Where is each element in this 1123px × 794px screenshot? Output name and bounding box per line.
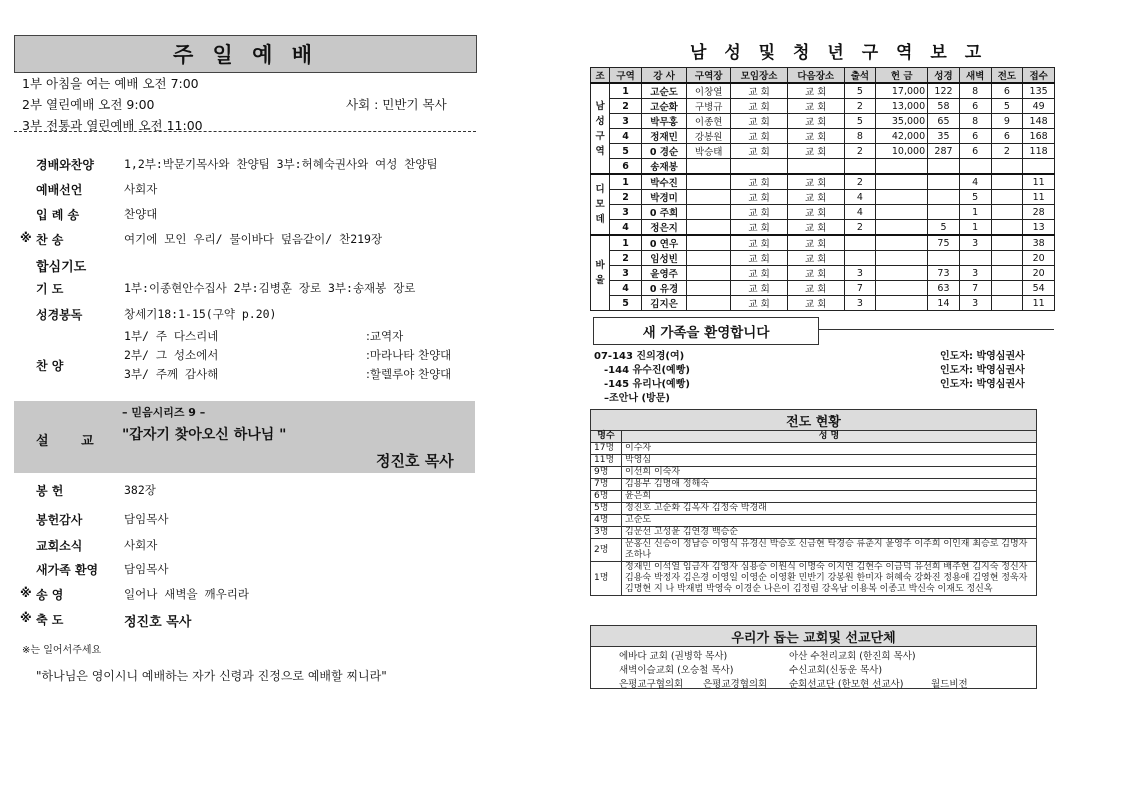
welcome-guide: 인도자: 박영심권사 (940, 351, 1025, 362)
table-cell: 정은지 (641, 220, 686, 236)
welcome-name: -145 유리나(예빵) (604, 379, 690, 390)
praise-song-1: 1부/ 주 다스리네 (124, 329, 219, 343)
group-label (591, 83, 610, 174)
table-cell (991, 220, 1023, 236)
evangelism-count: 2명 (591, 539, 622, 562)
table-cell (928, 205, 960, 220)
table-cell (991, 266, 1023, 281)
sermon-preacher: 정진호 목사 (376, 452, 454, 470)
table-cell: 35,000 (876, 114, 928, 129)
table-cell: 교 회 (787, 144, 844, 159)
table-cell: 4 (610, 220, 642, 236)
table-cell (687, 281, 731, 296)
table-cell: 3 (844, 296, 876, 311)
table-cell: 8 (844, 129, 876, 144)
table-row (591, 235, 1055, 251)
header-cell: 성경 (928, 68, 960, 84)
table-cell: 14 (928, 296, 960, 311)
mission-item: 은평교경협의회 (703, 679, 768, 690)
table-cell: 5 (959, 190, 991, 205)
table-row (591, 479, 1037, 491)
table-row (591, 83, 1055, 99)
welcome-name: –조안나 (방문) (604, 393, 670, 404)
group-label-char: 데 (595, 214, 605, 225)
table-cell (991, 281, 1023, 296)
table-cell: 교 회 (731, 174, 788, 190)
table-cell (876, 251, 928, 266)
evangelism-count: 5명 (591, 503, 622, 515)
table-cell: 교 회 (731, 281, 788, 296)
table-cell: 6 (959, 99, 991, 114)
service-1: 1부 아침을 여는 예배 오전 7:00 (22, 76, 199, 91)
table-cell: 4 (844, 190, 876, 205)
evangelism-count: 7명 (591, 479, 622, 491)
table-cell: 5 (844, 83, 876, 99)
table-cell: 교 회 (731, 296, 788, 311)
table-cell: 고순도 (641, 83, 686, 99)
table-cell: 교 회 (731, 266, 788, 281)
group-label-char: 디 (595, 184, 605, 195)
table-row (591, 281, 1055, 296)
service-3: 3부 전통과 열린예배 오전 11:00 (22, 118, 203, 133)
table-row (591, 190, 1055, 205)
table-cell: 2 (610, 190, 642, 205)
mission-item: 수신교회(신동운 목사) (789, 665, 883, 676)
evangelism-count: 9명 (591, 467, 622, 479)
table-row (591, 159, 1055, 175)
district-report-table (590, 67, 1055, 311)
table-cell: 교 회 (731, 114, 788, 129)
header-cell: 출석 (844, 68, 876, 84)
table-cell: 박무홍 (641, 114, 686, 129)
table-cell: 이종현 (687, 114, 731, 129)
sermon-title: "갑자기 찾아오신 하나님 " (122, 427, 287, 443)
table-cell: 6 (610, 159, 642, 175)
table-cell: 0 주희 (641, 205, 686, 220)
table-cell: 5 (610, 296, 642, 311)
table-cell (876, 235, 928, 251)
table-row (591, 527, 1037, 539)
table-cell: 1 (959, 205, 991, 220)
evangelism-names: 이수자 (622, 443, 1037, 455)
table-cell: 박수진 (641, 174, 686, 190)
header-cell: 다음장소 (787, 68, 844, 84)
table-cell (991, 251, 1023, 266)
table-cell: 송재봉 (641, 159, 686, 175)
service-2: 2부 열린예배 오전 9:00 (22, 97, 155, 112)
evangelism-title: 전도 현황 (590, 409, 1037, 430)
mission-item: 순회선교단 (한모현 선교사) (789, 679, 904, 690)
group-label (591, 174, 610, 235)
table-cell: 교 회 (731, 83, 788, 99)
table-cell: 교 회 (787, 129, 844, 144)
table-cell: 4 (610, 129, 642, 144)
sermon-label: 설 교 (36, 434, 108, 449)
table-cell: 10,000 (876, 144, 928, 159)
table-cell: 287 (928, 144, 960, 159)
header-cell: 구역 (610, 68, 642, 84)
evangelism-count: 6명 (591, 491, 622, 503)
table-cell (876, 174, 928, 190)
table-cell (991, 159, 1023, 175)
table-cell: 35 (928, 129, 960, 144)
table-cell: 박경미 (641, 190, 686, 205)
table-cell: 교 회 (787, 296, 844, 311)
table-cell: 윤영주 (641, 266, 686, 281)
table-cell (687, 266, 731, 281)
table-header (591, 431, 1037, 443)
table-cell: 교 회 (787, 99, 844, 114)
header-cell: 접수 (1023, 68, 1055, 84)
evangelism-count: 1명 (591, 562, 622, 596)
table-cell: 교 회 (731, 99, 788, 114)
header-cell: 명수 (591, 431, 622, 443)
evangelism-count: 3명 (591, 527, 622, 539)
table-cell (876, 159, 928, 175)
welcome-name: 07-143 진의경(여) (594, 351, 685, 362)
header-cell: 새벽 (959, 68, 991, 84)
table-cell (687, 220, 731, 236)
table-cell (731, 159, 788, 175)
table-cell: 교 회 (787, 114, 844, 129)
table-cell (844, 251, 876, 266)
table-cell: 8 (959, 114, 991, 129)
standing-note: ※는 일어서주세요 (22, 645, 102, 656)
evangelism-names: 문홍신 신승이 정남승 이영식 유경신 박승호 신금현 탁경승 류춘지 윤영주 이주희 이인재 최승로 김명자 조하나 (622, 539, 1037, 562)
table-cell: 정재민 (641, 129, 686, 144)
table-cell (787, 159, 844, 175)
table-cell (991, 190, 1023, 205)
table-cell: 교 회 (787, 235, 844, 251)
table-cell: 11 (1023, 174, 1055, 190)
table-cell: 73 (928, 266, 960, 281)
evangelism-names: 김용부 김명애 정해숙 (622, 479, 1037, 491)
evangelism-names: 정진호 고순화 김옥자 김정숙 박경래 (622, 503, 1037, 515)
mission-item: 아산 수천리교회 (한진희 목사) (789, 651, 916, 662)
table-cell (844, 235, 876, 251)
evangelism-names: 박영심 (622, 455, 1037, 467)
divider (14, 131, 476, 132)
welcome-title: 새 가족을 환영합니다 (593, 317, 819, 345)
table-cell (928, 251, 960, 266)
table-cell: 54 (1023, 281, 1055, 296)
praise-by-1: :교역자 (366, 329, 404, 343)
table-cell: 3 (610, 266, 642, 281)
table-cell: 5 (991, 99, 1023, 114)
table-cell (959, 251, 991, 266)
table-cell: 49 (1023, 99, 1055, 114)
table-row (591, 99, 1055, 114)
table-cell: 6 (959, 129, 991, 144)
table-cell: 2 (844, 144, 876, 159)
mission-item: 에바다 교회 (권병학 목사) (619, 651, 728, 662)
table-cell (876, 296, 928, 311)
table-cell: 4 (959, 174, 991, 190)
table-cell: 63 (928, 281, 960, 296)
mission-item: 월드비전 (931, 679, 968, 690)
table-cell: 135 (1023, 83, 1055, 99)
evangelism-count: 4명 (591, 515, 622, 527)
table-cell: 4 (844, 205, 876, 220)
table-cell: 교 회 (787, 251, 844, 266)
worship-title: 주 일 예 배 (14, 35, 477, 73)
table-cell: 박승태 (687, 144, 731, 159)
table-row (591, 144, 1055, 159)
table-cell: 교 회 (787, 190, 844, 205)
missions-title: 우리가 돕는 교회및 선교단체 (590, 625, 1037, 647)
table-row (591, 467, 1037, 479)
evangelism-names: 이선희 이숙자 (622, 467, 1037, 479)
evangelism-names: 정재민 이석열 임금자 김영자 심용승 이원식 이명숙 이지연 김현수 이금덕 유선희 배주현 김지숙 정신자 김용숙 박정자 김은경 이영일 이영순 이영환 민반기 강봉원 한미자 허혜숙 강화진 정용애 김영현 정욱자 김명현 지 나 박재범 박영숙 이경순 나은이 김정림 강옥남 이용복 이종고 박신숙 이재도 정신옥 (622, 562, 1037, 596)
welcome-guide: 인도자: 박영심권사 (940, 365, 1025, 376)
report-title: 남 성 및 청 년 구 역 보 고 (690, 43, 988, 63)
table-cell: 3 (959, 266, 991, 281)
table-cell: 고순화 (641, 99, 686, 114)
table-cell (687, 190, 731, 205)
table-cell: 2 (610, 99, 642, 114)
table-cell: 6 (959, 144, 991, 159)
table-cell: 김지은 (641, 296, 686, 311)
table-row (591, 515, 1037, 527)
table-cell: 2 (991, 144, 1023, 159)
table-cell: 5 (610, 144, 642, 159)
table-cell: 2 (844, 99, 876, 114)
missions-box (590, 646, 1037, 689)
evangelism-count: 11명 (591, 455, 622, 467)
table-cell: 65 (928, 114, 960, 129)
table-cell (928, 159, 960, 175)
table-cell: 2 (844, 220, 876, 236)
table-cell: 2 (844, 174, 876, 190)
table-cell: 구병규 (687, 99, 731, 114)
table-cell: 교 회 (731, 220, 788, 236)
table-cell (687, 205, 731, 220)
table-cell (844, 159, 876, 175)
praise-song-2: 2부/ 그 성소에서 (124, 348, 219, 362)
table-row (591, 503, 1037, 515)
evangelism-names: 고순도 (622, 515, 1037, 527)
table-cell: 교 회 (731, 251, 788, 266)
table-cell: 교 회 (787, 83, 844, 99)
table-cell: 교 회 (731, 144, 788, 159)
table-cell: 20 (1023, 251, 1055, 266)
table-cell: 17,000 (876, 83, 928, 99)
table-cell (991, 174, 1023, 190)
table-row (591, 455, 1037, 467)
table-row (591, 539, 1037, 562)
table-cell: 교 회 (787, 281, 844, 296)
table-cell: 교 회 (787, 266, 844, 281)
table-cell (928, 174, 960, 190)
table-cell: 교 회 (731, 129, 788, 144)
header-cell: 구역장 (687, 68, 731, 84)
table-cell: 3 (959, 235, 991, 251)
table-cell: 20 (1023, 266, 1055, 281)
group-label-char: 역 (595, 145, 605, 157)
table-cell: 이창열 (687, 83, 731, 99)
table-cell (687, 251, 731, 266)
table-cell: 교 회 (731, 205, 788, 220)
table-row (591, 251, 1055, 266)
praise-by-2: :마라나타 찬양대 (366, 348, 452, 362)
table-cell (991, 296, 1023, 311)
table-row (591, 129, 1055, 144)
table-cell: 8 (959, 83, 991, 99)
header-cell: 성 명 (622, 431, 1037, 443)
table-cell: 5 (928, 220, 960, 236)
table-cell: 교 회 (787, 220, 844, 236)
table-cell: 6 (991, 83, 1023, 99)
table-cell: 168 (1023, 129, 1055, 144)
table-row (591, 443, 1037, 455)
table-cell: 3 (610, 114, 642, 129)
table-cell: 5 (844, 114, 876, 129)
table-cell (959, 159, 991, 175)
header-cell: 전도 (991, 68, 1023, 84)
welcome-guide: 인도자: 박영심권사 (940, 379, 1025, 390)
praise-label: 찬 양 (36, 359, 64, 373)
table-cell (687, 235, 731, 251)
table-row (591, 220, 1055, 236)
table-cell: 3 (844, 266, 876, 281)
table-row (591, 174, 1055, 190)
table-cell: 122 (928, 83, 960, 99)
table-cell: 7 (844, 281, 876, 296)
table-cell: 7 (959, 281, 991, 296)
table-cell: 1 (610, 83, 642, 99)
table-cell: 75 (928, 235, 960, 251)
table-row (591, 562, 1037, 596)
group-label-char: 바 (595, 260, 605, 271)
group-label (591, 235, 610, 311)
table-cell: 임성빈 (641, 251, 686, 266)
group-label-char: 구 (595, 130, 605, 142)
group-label-char: 성 (595, 115, 605, 127)
table-cell: 교 회 (731, 235, 788, 251)
table-cell: 1 (610, 174, 642, 190)
table-cell (687, 174, 731, 190)
table-cell (991, 235, 1023, 251)
table-cell (928, 190, 960, 205)
evangelism-names: 윤은희 (622, 491, 1037, 503)
table-cell: 11 (1023, 190, 1055, 205)
table-row (591, 491, 1037, 503)
table-cell: 11 (1023, 296, 1055, 311)
table-cell (876, 281, 928, 296)
group-label-char: 남 (595, 100, 605, 112)
table-cell: 13,000 (876, 99, 928, 114)
table-cell (687, 296, 731, 311)
divider (818, 329, 1054, 330)
table-cell (876, 190, 928, 205)
welcome-name: -144 유수진(예빵) (604, 365, 690, 376)
table-cell: 3 (959, 296, 991, 311)
scripture-quote: "하나님은 영이시니 예배하는 자가 신령과 진정으로 예배할 찌니라" (36, 669, 387, 683)
table-cell (687, 159, 731, 175)
table-row (591, 296, 1055, 311)
table-cell (876, 266, 928, 281)
table-cell: 42,000 (876, 129, 928, 144)
evangelism-table (590, 430, 1037, 596)
table-cell: 0 연우 (641, 235, 686, 251)
table-row (591, 266, 1055, 281)
table-cell (991, 205, 1023, 220)
table-cell: 교 회 (731, 190, 788, 205)
table-cell: 강봉원 (687, 129, 731, 144)
header-cell: 강 사 (641, 68, 686, 84)
table-cell: 6 (991, 129, 1023, 144)
table-row (591, 205, 1055, 220)
table-cell: 118 (1023, 144, 1055, 159)
table-cell: 교 회 (787, 174, 844, 190)
table-cell (876, 220, 928, 236)
table-cell: 13 (1023, 220, 1055, 236)
table-cell: 4 (610, 281, 642, 296)
table-cell: 1 (959, 220, 991, 236)
group-label-char: 울 (595, 275, 605, 286)
table-cell (876, 205, 928, 220)
table-cell: 9 (991, 114, 1023, 129)
praise-song-3: 3부/ 주께 감사해 (124, 367, 219, 381)
table-row (591, 114, 1055, 129)
table-cell: 58 (928, 99, 960, 114)
table-cell: 1 (610, 235, 642, 251)
header-cell: 조 (591, 68, 610, 84)
header-cell: 헌 금 (876, 68, 928, 84)
header-cell: 모임장소 (731, 68, 788, 84)
group-label-char: 모 (595, 199, 605, 210)
table-cell: 38 (1023, 235, 1055, 251)
praise-by-3: :할렐루야 찬양대 (366, 367, 452, 381)
table-cell: 148 (1023, 114, 1055, 129)
table-cell: 0 유경 (641, 281, 686, 296)
table-cell: 교 회 (787, 205, 844, 220)
mission-item: 은평교구협의회 (619, 679, 684, 690)
presider: 사회 : 민반기 목사 (346, 97, 447, 112)
table-cell: 2 (610, 251, 642, 266)
evangelism-count: 17명 (591, 443, 622, 455)
table-cell (1023, 159, 1055, 175)
evangelism-names: 김문선 고성윤 김연경 백승순 (622, 527, 1037, 539)
sermon-series: – 믿음시리즈 9 – (122, 406, 206, 419)
table-cell: 0 경순 (641, 144, 686, 159)
table-header (591, 68, 1055, 84)
table-cell: 28 (1023, 205, 1055, 220)
table-cell: 3 (610, 205, 642, 220)
mission-item: 새벽이슬교회 (오승철 목사) (619, 665, 734, 676)
